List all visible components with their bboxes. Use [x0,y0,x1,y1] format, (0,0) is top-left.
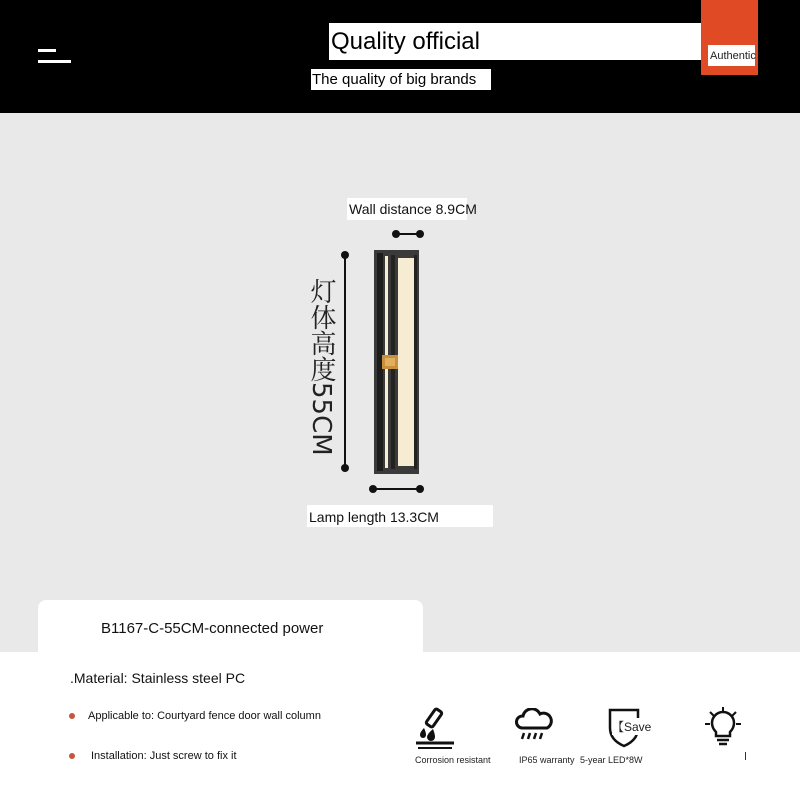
bullet-dot [69,713,75,719]
applicable-spec: Applicable to: Courtyard fence door wall column [88,710,321,722]
lamp-length-label: Lamp length 13.3CM [309,509,439,525]
model-label: B1167-C-55CM-connected power [101,620,324,637]
lamp-length-dimension-line [369,485,424,493]
authentic-badge-label: Authentic [710,50,756,62]
bullet-dot [69,753,75,759]
installation-spec: Installation: Just screw to fix it [91,750,237,762]
lamp-height-label: 灯体高度55CM [306,278,336,456]
wall-lamp [374,250,419,474]
feature-label: Corrosion resistant [415,755,491,765]
lightbulb-icon [704,706,742,748]
rain-cloud-icon [514,708,554,744]
feature-label: 5-year LED*8W [580,755,643,765]
menu-icon[interactable] [38,49,72,65]
feature-label: IP65 warranty [519,755,575,765]
wall-distance-dimension-line [392,230,424,238]
lamp-illustration [300,220,500,510]
divider-mark [745,752,746,760]
shield-icon-text: 【Save [612,720,652,734]
page-title: Quality official [331,28,480,55]
material-spec: .Material: Stainless steel PC [70,670,246,686]
lamp-height-dimension-line [341,251,349,472]
corrosion-icon [414,706,458,750]
page-subtitle: The quality of big brands [312,71,477,88]
wall-distance-label: Wall distance 8.9CM [349,201,477,217]
